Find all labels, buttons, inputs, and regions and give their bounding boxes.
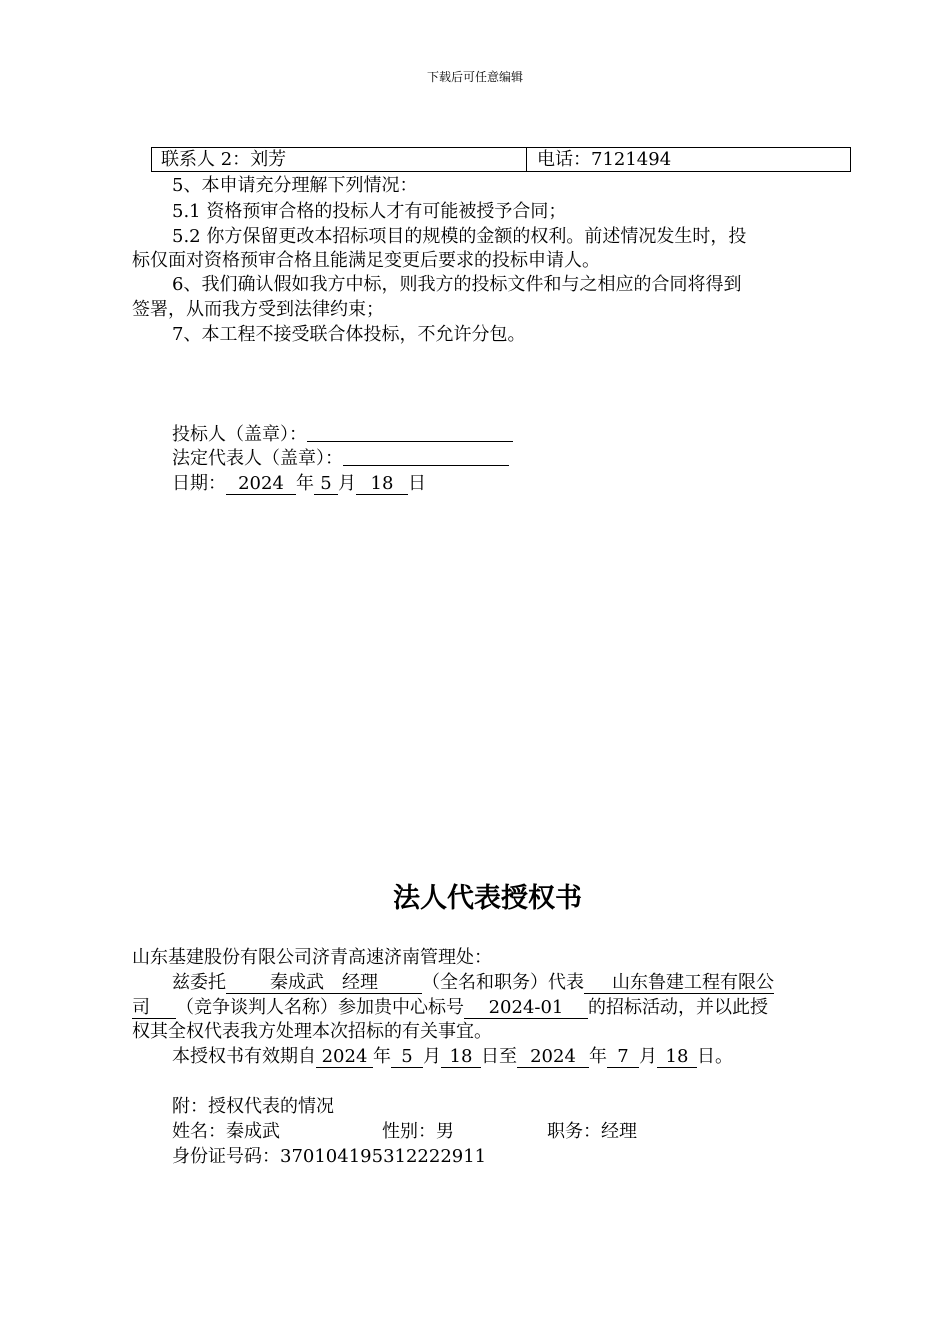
- company-part1: 山东鲁建工程有限公: [584, 973, 774, 994]
- to-text: 日至: [481, 1046, 517, 1067]
- to-month: 7: [607, 1047, 639, 1068]
- authorization-addressee: 山东基建股份有限公司济青高速济南管理处：: [132, 947, 492, 968]
- authorization-p1-line2: [132, 996, 768, 1020]
- agent-name-position: 秦成武 经理: [226, 973, 422, 994]
- date-day-unit: 日: [408, 473, 426, 494]
- agent-name-field: [172, 1120, 280, 1144]
- authorization-title: 法人代表授权书: [393, 883, 582, 914]
- bidder-label: 投标人（盖章）：: [172, 424, 307, 445]
- annex-title: 附：授权代表的情况: [172, 1096, 334, 1117]
- item-7: 7、本工程不接受联合体投标，不允许分包。: [172, 324, 526, 345]
- p1-mid2: （竞争谈判人名称）参加贵中心标号: [176, 997, 464, 1018]
- contact-phone-cell: [527, 148, 850, 171]
- from-month-unit: 月: [423, 1046, 441, 1067]
- contact-person-name: 刘芳: [250, 149, 287, 170]
- item-5-2-line1: 5.2 你方保留更改本招标项目的规模的金额的权利。前述情况发生时，投: [172, 226, 747, 247]
- validity-line: [172, 1045, 733, 1069]
- contact-phone-value: 7121494: [591, 149, 672, 170]
- p1-mid: （全名和职务）代表: [422, 972, 584, 993]
- to-month-unit: 月: [639, 1046, 657, 1067]
- from-year-unit: 年: [373, 1046, 391, 1067]
- item-5-1: 5.1 资格预审合格的投标人才有可能被授予合同；: [172, 201, 567, 222]
- item-5-2-line2: 标仅面对资格预审合格且能满足变更后要求的投标申请人。: [132, 250, 600, 271]
- header-note: 下载后可任意编辑: [426, 70, 523, 84]
- id-value: 370104195312222911: [280, 1146, 487, 1167]
- to-year: 2024: [517, 1047, 589, 1068]
- p1-prefix: 兹委托: [172, 972, 226, 993]
- agent-id-field: [172, 1145, 486, 1169]
- position-value: 经理: [601, 1121, 637, 1142]
- contact-person-cell: [152, 148, 527, 171]
- id-label: 身份证号码：: [172, 1146, 280, 1167]
- agent-position-field: [547, 1120, 637, 1144]
- date-year-unit: 年: [296, 473, 314, 494]
- bidder-seal-line: [172, 423, 513, 447]
- name-label: 姓名：: [172, 1121, 226, 1142]
- validity-prefix: 本授权书有效期自: [172, 1046, 316, 1067]
- contact-person-label: 联系人 2：: [161, 149, 251, 170]
- legal-rep-label: 法定代表人（盖章）：: [172, 448, 343, 469]
- from-month: 5: [391, 1047, 423, 1068]
- legal-rep-line: [172, 447, 509, 471]
- date-line: [172, 472, 426, 496]
- legal-rep-blank: [343, 447, 509, 466]
- position-label: 职务：: [547, 1121, 601, 1142]
- name-value: 秦成武: [226, 1121, 280, 1142]
- from-day: 18: [441, 1047, 481, 1068]
- authorization-p1-line1: [172, 971, 774, 995]
- contact-table: [151, 147, 851, 172]
- to-day: 18: [657, 1047, 697, 1068]
- date-year: 2024: [226, 474, 296, 495]
- bidder-seal-blank: [307, 423, 513, 442]
- date-day: 18: [356, 474, 408, 495]
- date-month: 5: [314, 474, 338, 495]
- to-year-unit: 年: [589, 1046, 607, 1067]
- p1-end: 的招标活动，并以此授: [588, 997, 768, 1018]
- gender-label: 性别：: [382, 1121, 436, 1142]
- from-year: 2024: [316, 1047, 373, 1068]
- end-day: 日。: [697, 1046, 733, 1067]
- contact-phone-label: 电话：: [537, 149, 591, 170]
- date-label: 日期：: [172, 473, 226, 494]
- authorization-p1-line3: 权其全权代表我方处理本次招标的有关事宜。: [132, 1021, 492, 1042]
- agent-gender-field: [382, 1120, 454, 1144]
- item-6-line1: 6、我们确认假如我方中标，则我方的投标文件和与之相应的合同将得到: [172, 274, 742, 295]
- date-month-unit: 月: [338, 473, 356, 494]
- item-5: 5、本申请充分理解下列情况：: [172, 175, 418, 196]
- tender-number: 2024-01: [464, 998, 588, 1019]
- gender-value: 男: [436, 1121, 454, 1142]
- company-part2: 司: [132, 998, 176, 1019]
- item-6-line2: 签署，从而我方受到法律约束；: [132, 299, 384, 320]
